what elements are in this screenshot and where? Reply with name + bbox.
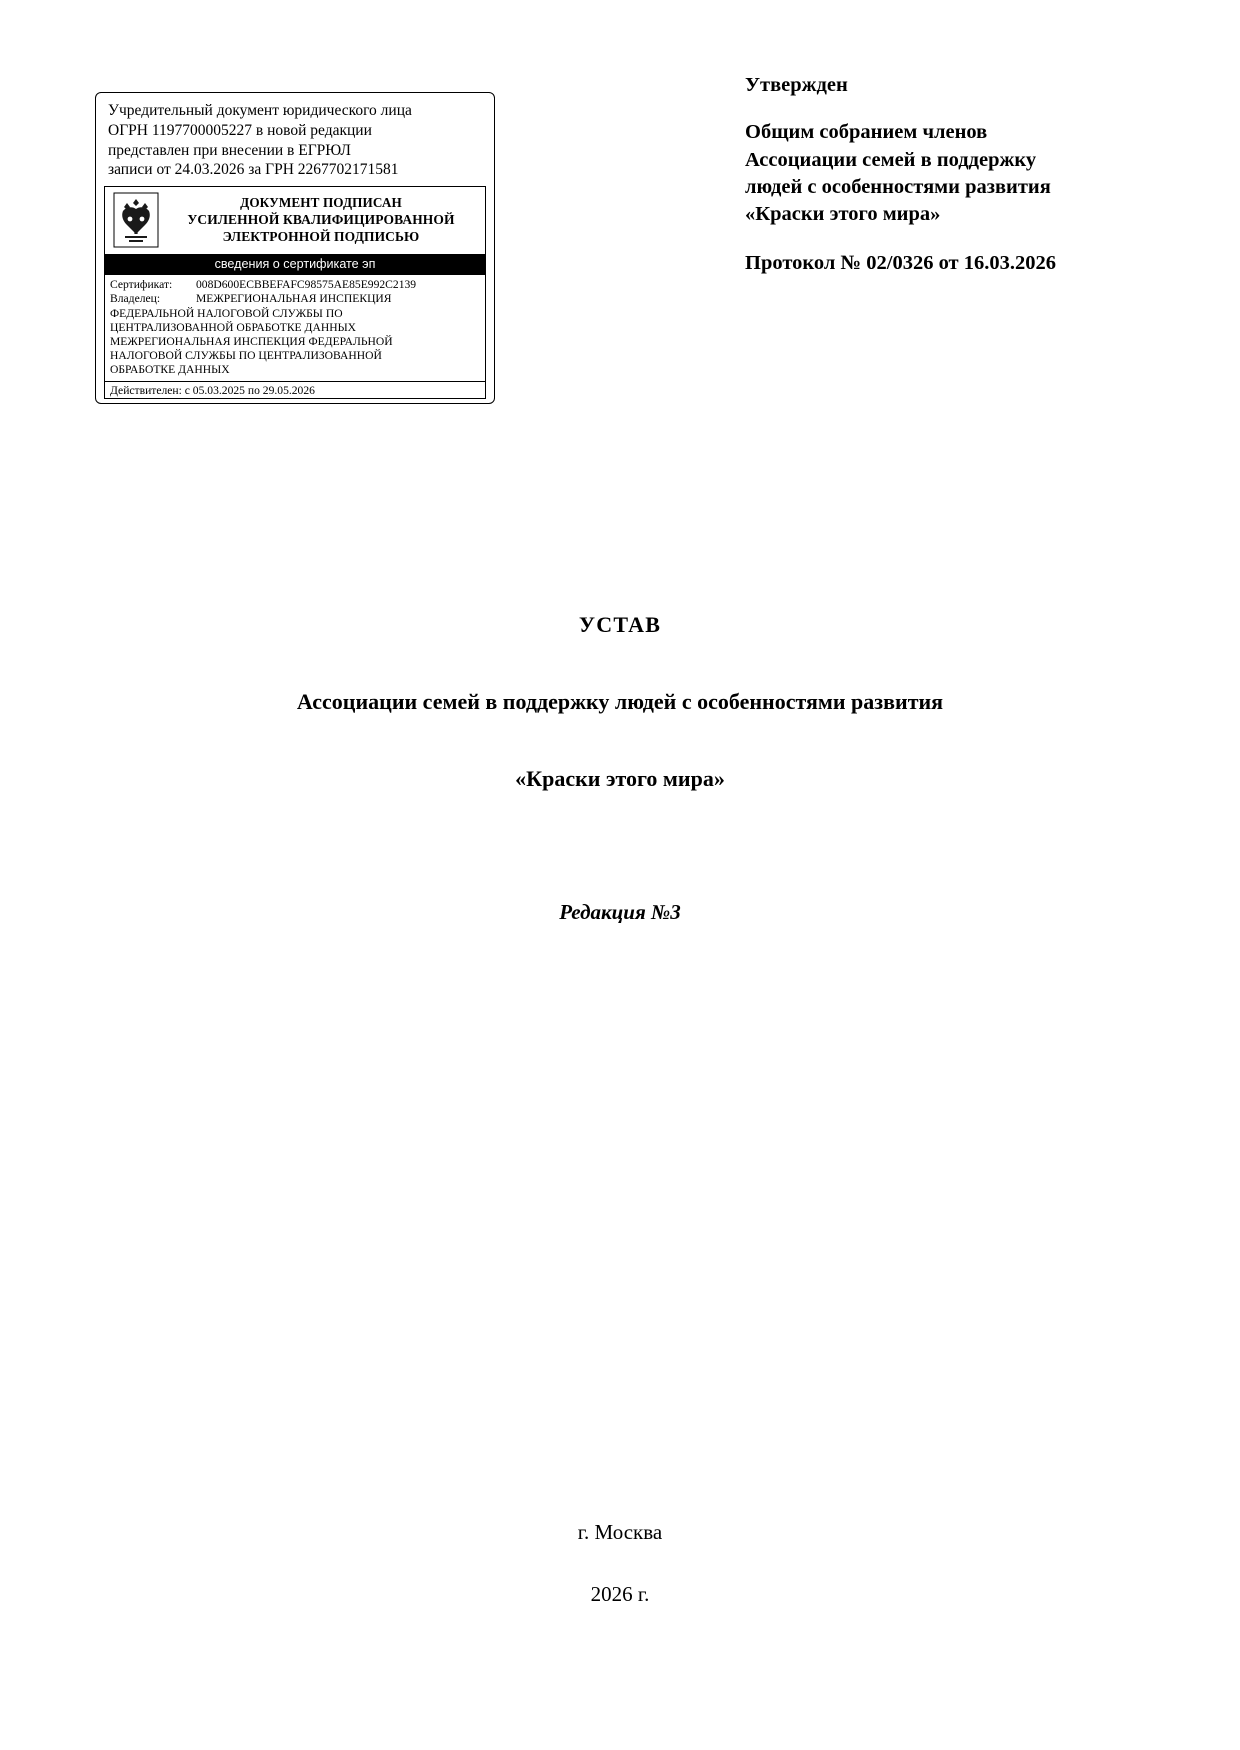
stamp-header-line: Учредительный документ юридического лица [108,102,412,119]
approval-body-line: людей с особенностями развития [745,175,1051,198]
owner-detail-line: НАЛОГОВОЙ СЛУЖБЫ ПО ЦЕНТРАЛИЗОВАННОЙ [110,349,382,363]
owner-value: МЕЖРЕГИОНАЛЬНАЯ ИНСПЕКЦИЯ [196,292,392,306]
owner-detail-line: МЕЖРЕГИОНАЛЬНАЯ ИНСПЕКЦИЯ ФЕДЕРАЛЬНОЙ [110,334,393,348]
owner-detail-line: ОБРАБОТКЕ ДАННЫХ [110,363,230,377]
owner-row [110,292,481,306]
owner-label: Владелец: [110,292,161,306]
protocol-line: Протокол № 02/0326 от 16.03.2026 [745,252,1056,275]
approval-block [745,72,1165,278]
signature-title-line-1: ДОКУМЕНТ ПОДПИСАН [240,195,402,211]
certificate-value: 008D600ECBBEFAFC98575AE85E992C2139 [196,278,417,292]
title-subtitle-organization: Ассоциации семей в поддержку людей с особенностями развития [296,688,944,714]
certificate-label: Сертификат: [110,278,173,292]
signature-title-line-3: ЭЛЕКТРОННОЙ ПОДПИСЬЮ [222,228,420,244]
signature-box [104,186,486,399]
document-title-block [120,610,1120,794]
page-title: УСТАВ [578,612,662,637]
year-label: 2026 г. [590,1582,650,1606]
signature-title [165,195,481,245]
owner-detail-line: ЦЕНТРАЛИЗОВАННОЙ ОБРАБОТКЕ ДАННЫХ [110,320,357,334]
edition-label: Редакция №3 [559,900,681,924]
certificate-details [105,275,485,379]
certificate-bar-label: сведения о сертификате эп [105,254,485,275]
approval-body-line: «Краски этого мира» [745,203,941,225]
stamp-header-line: представлен при внесении в ЕГРЮЛ [108,141,351,159]
russian-coat-of-arms-icon [113,192,159,248]
approved-word: Утвержден [745,74,848,96]
stamp-header-line: записи от 24.03.2026 за ГРН 2267702171581 [108,161,399,179]
approval-body-line: Ассоциации семей в поддержку [745,148,1037,171]
owner-detail-lines [110,307,481,378]
approval-body-line: Общим собранием членов [745,121,988,144]
stamp-header [104,99,486,184]
certificate-validity: Действителен: с 05.03.2025 по 29.05.2026 [110,384,315,398]
certificate-number-row [110,278,481,292]
signature-title-line-2: УСИЛЕННОЙ КВАЛИФИЦИРОВАННОЙ [187,211,455,227]
owner-detail-line: ФЕДЕРАЛЬНОЙ НАЛОГОВОЙ СЛУЖБЫ ПО [110,306,343,320]
stamp-header-line: ОГРН 1197700005227 в новой редакции [108,121,372,139]
title-subtitle-name: «Краски этого мира» [515,765,725,791]
signature-title-row [105,187,485,252]
spacer [745,99,1165,119]
city-label: г. Москва [577,1520,663,1544]
egrul-signature-stamp [95,92,495,404]
